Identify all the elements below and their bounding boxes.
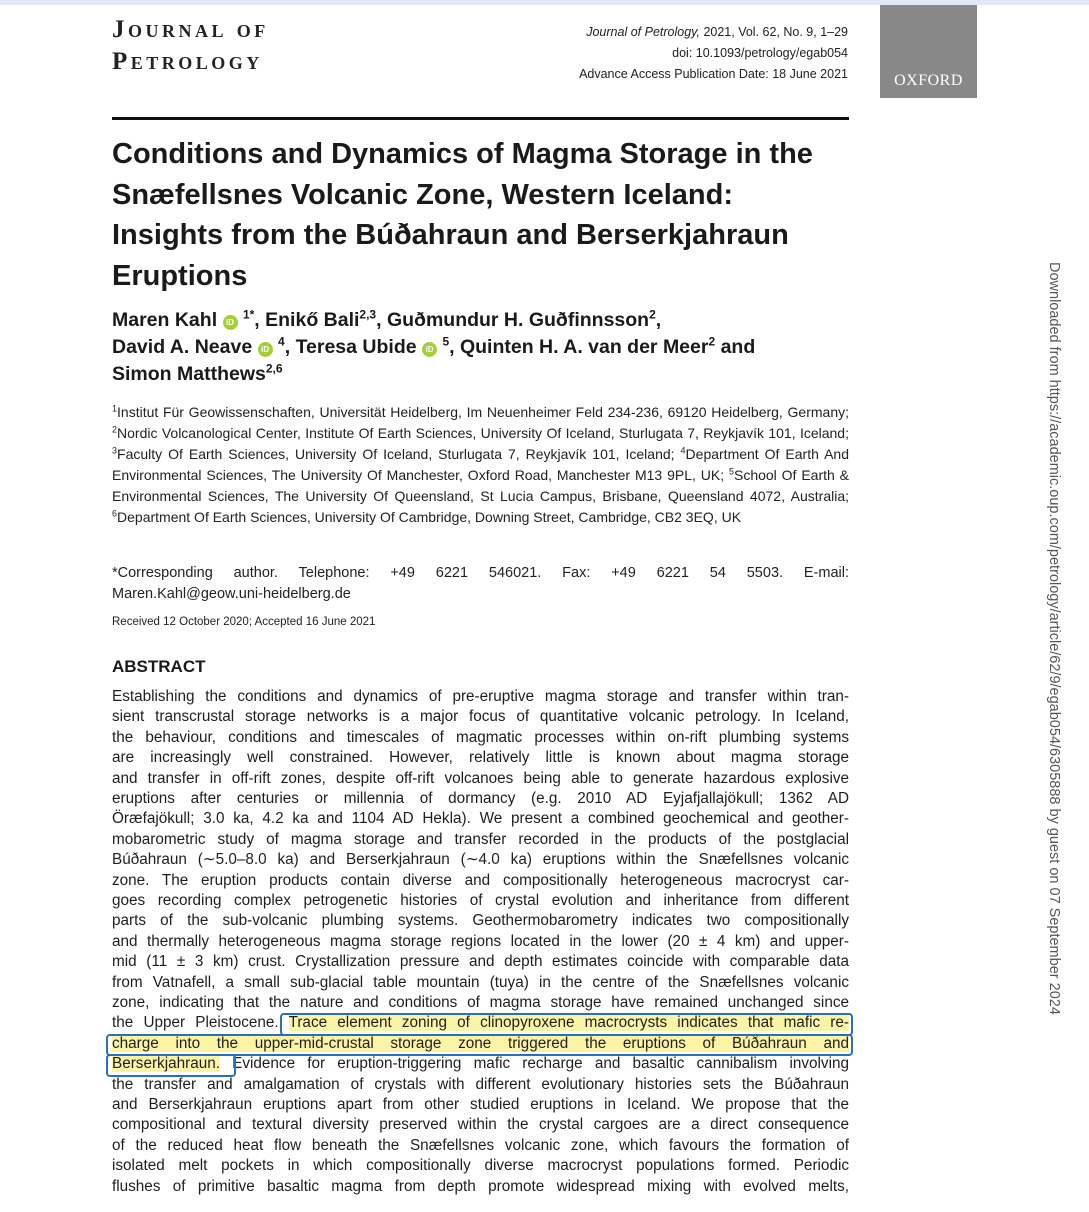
abstract-line: from Vatnafell, a small sub-glacial table mountain (tuya) in the centre of the Snæfellsnes volcanic [112, 973, 849, 991]
abstract-line: eruptions after centuries or millennia of dormancy (e.g. 2010 AD Eyjafjallajökull; 1362 AD [112, 790, 849, 807]
author [296, 336, 460, 358]
author-name: Maren Kahl [112, 309, 218, 331]
author-name: Simon Matthews [112, 363, 266, 385]
abstract-line: parts of the sub-volcanic plumbing systems. Geothermobarometry indicates two compositionally [112, 912, 849, 930]
author-name: David A. Neave [112, 336, 253, 358]
author [265, 309, 387, 331]
citation-block [579, 22, 848, 85]
affil-num: 1 [112, 403, 118, 414]
publisher-logo [880, 5, 977, 98]
affil-num: 6 [112, 508, 118, 519]
author [112, 336, 296, 358]
abstract-text: Evidence for eruption-triggering mafic recharge and basaltic cannibalism involving [219, 1055, 849, 1073]
author [387, 309, 661, 331]
highlight-box-middle [106, 1034, 853, 1056]
author-name: Enikő Bali [265, 309, 360, 331]
journal-name-line2: Petrology [112, 48, 263, 75]
author-separator: , [376, 309, 387, 331]
citation-line [579, 22, 848, 43]
author-name: Guðmundur H. Guðfinnsson [386, 309, 650, 331]
abstract-line: Öræfajökull; 3.0 ka, 4.2 ka and 1104 AD Hekla). We present a combined geochemical and geother- [112, 810, 849, 828]
highlighted-text: Berserkjahraun. [112, 1055, 220, 1073]
citation-journal: Journal of Petrology, [586, 25, 700, 39]
corresponding-author: *Corresponding author. Telephone: +49 6221 546021. Fax: +49 6221 54 5503. E-mail: [112, 565, 849, 581]
author-affil-sup: 5 [442, 334, 450, 349]
abstract-line: sient transcrustal storage networks is a major focus of quantitative volcanic petrology. In Iceland, [112, 708, 849, 726]
highlight-box-top [280, 1013, 853, 1036]
author-name: Teresa Ubide [295, 336, 417, 358]
affiliations [112, 402, 849, 528]
doi: doi: 10.1093/petrology/egab054 [672, 46, 848, 60]
abstract-line: and thermally heterogeneous magma storage regions located in the lower (20 ± 4 km) and upper- [112, 932, 849, 950]
author [112, 309, 265, 331]
highlight-box-bottom [106, 1054, 236, 1077]
abstract-line: the transfer and amalgamation of crystals with different evolutionary histories sets the Búðahraun [112, 1075, 849, 1093]
author-affil-sup: 4 [278, 334, 285, 349]
journal-masthead [112, 14, 269, 78]
abstract-line: the behaviour, conditions and timescales of magmatic processes within on-rift plumbing systems [112, 728, 849, 746]
abstract-text: the Upper Pleistocene. [112, 1014, 289, 1032]
author-list [112, 307, 852, 388]
author-affil-sup: 1* [242, 307, 255, 322]
orcid-icon[interactable]: iD [422, 342, 437, 357]
abstract-line: isolated melt pockets in which compositionally diverse macrocryst populations formed. Periodic [112, 1157, 849, 1175]
abstract-line: Búðahraun (∼5.0–8.0 ka) and Berserkjahraun (∼4.0 ka) eruptions within the Snæfellsnes volcanic [112, 851, 849, 869]
author-affil-sup: 2,3 [359, 307, 377, 322]
author-separator: , [284, 336, 296, 358]
affil-text: Department Of Earth Sciences, University Of Cambridge, Downing Street, Cambridge, CB2 3EQ, UK [117, 509, 742, 525]
author-separator: , [254, 309, 266, 331]
access-date: Advance Access Publication Date: 18 June 2021 [579, 67, 848, 81]
author-name: Quinten H. A. van der Meer [459, 336, 709, 358]
affil-text: School Of Earth & Environmental Sciences, The University Of Queensland, St Lucia Campus, Brisbane, Queensland 4072, Australia; [112, 467, 849, 504]
orcid-icon[interactable]: iD [258, 342, 273, 357]
abstract-line: and Berserkjahraun eruptions apart from other studied eruptions in Iceland. We propose that the [112, 1096, 849, 1113]
abstract-line: compositional and textural diversity preserved within the crystal cargoes are a direct consequence [112, 1116, 849, 1134]
author-affil-sup: 2,6 [265, 361, 283, 376]
affil-num: 2 [112, 424, 118, 435]
affil-num: 5 [728, 466, 734, 477]
article-title: Conditions and Dynamics of Magma Storage in the Snæfellsnes Volcanic Zone, Western Iceland: Insights from the Búðahraun and Berserkjahraun Eruptions [112, 138, 813, 292]
affil-text: Institut Für Geowissenschaften, Universität Heidelberg, Im Neuenheimer Feld 234-236, 69120 Heidelberg, Germany; [117, 404, 849, 420]
received-dates: Received 12 October 2020; Accepted 16 June 2021 [112, 616, 376, 628]
highlighted-text: Trace element zoning of clinopyroxene macrocrysts indicates that mafic re- [288, 1014, 849, 1032]
publisher-logo-text: OXFORD [894, 72, 963, 89]
orcid-icon[interactable]: iD [223, 315, 238, 330]
author-separator: and [715, 336, 756, 358]
author [112, 363, 283, 385]
abstract-line: Establishing the conditions and dynamics of pre-eruptive magma storage and transfer within tran- [112, 688, 849, 705]
highlighted-text: charge into the upper-mid-crustal storage zone triggered the eruptions of Búðahraun and [112, 1034, 849, 1052]
citation-volume: 2021, Vol. 62, No. 9, 1–29 [699, 25, 848, 39]
corresponding-email[interactable]: Maren.Kahl@geow.uni-heidelberg.de [112, 586, 351, 602]
abstract-line: zone. The eruption products contain diverse and compositionally heterogeneous macrocryst car- [112, 871, 849, 889]
affil-text: Nordic Volcanological Center, Institute Of Earth Sciences, University Of Iceland, Sturlugata 7, Reykjavík 101, Iceland; [117, 425, 849, 441]
journal-name-line1: Journal of [112, 16, 269, 43]
abstract-line: and transfer in off-rift zones, despite off-rift volcanoes being able to generate hazardous explosive [112, 769, 849, 787]
author [460, 336, 755, 358]
abstract-line: zone, indicating that the nature and conditions of magma storage have remained unchanged since [112, 994, 849, 1011]
abstract-line: goes recording complex petrogenetic histories of crystal evolution and inheritance from different [112, 892, 849, 909]
author-separator: , [449, 336, 460, 358]
affil-text: Faculty Of Earth Sciences, University Of Iceland, Sturlugata 7, Reykjavík 101, Iceland; [117, 446, 681, 462]
affil-text: Department Of Earth And Environmental Sciences, The University Of Manchester, Oxford Road, Manchester M13 9PL, UK; [112, 446, 849, 483]
affil-num: 4 [680, 445, 686, 456]
abstract-heading: ABSTRACT [112, 657, 206, 676]
abstract-line: mid (11 ± 3 km) crust. Crystallization pressure and depth estimates coincide with comparable data [112, 953, 849, 971]
abstract-line: are increasingly well constrained. However, relatively little is known about magma storage [112, 749, 849, 767]
download-watermark: Downloaded from https://academic.oup.com/petrology/article/62/9/egab054/6305888 by guest on 07 September 2024 [1046, 262, 1062, 1015]
affil-num: 3 [112, 445, 118, 456]
abstract-line: flushes of primitive basaltic magma from depth promote widespread mixing with evolved melts, [112, 1177, 849, 1195]
abstract-line: mobarometric study of magma storage and transfer recorded in the products of the postglacial [112, 830, 849, 848]
abstract-line: of the reduced heat flow beneath the Snæfellsnes volcanic zone, which favours the formation of [112, 1136, 849, 1154]
author-affil-sup: 2 [708, 334, 716, 349]
author-affil-sup: 2 [649, 307, 656, 322]
header-rule [112, 117, 849, 120]
author-separator: , [655, 309, 662, 331]
